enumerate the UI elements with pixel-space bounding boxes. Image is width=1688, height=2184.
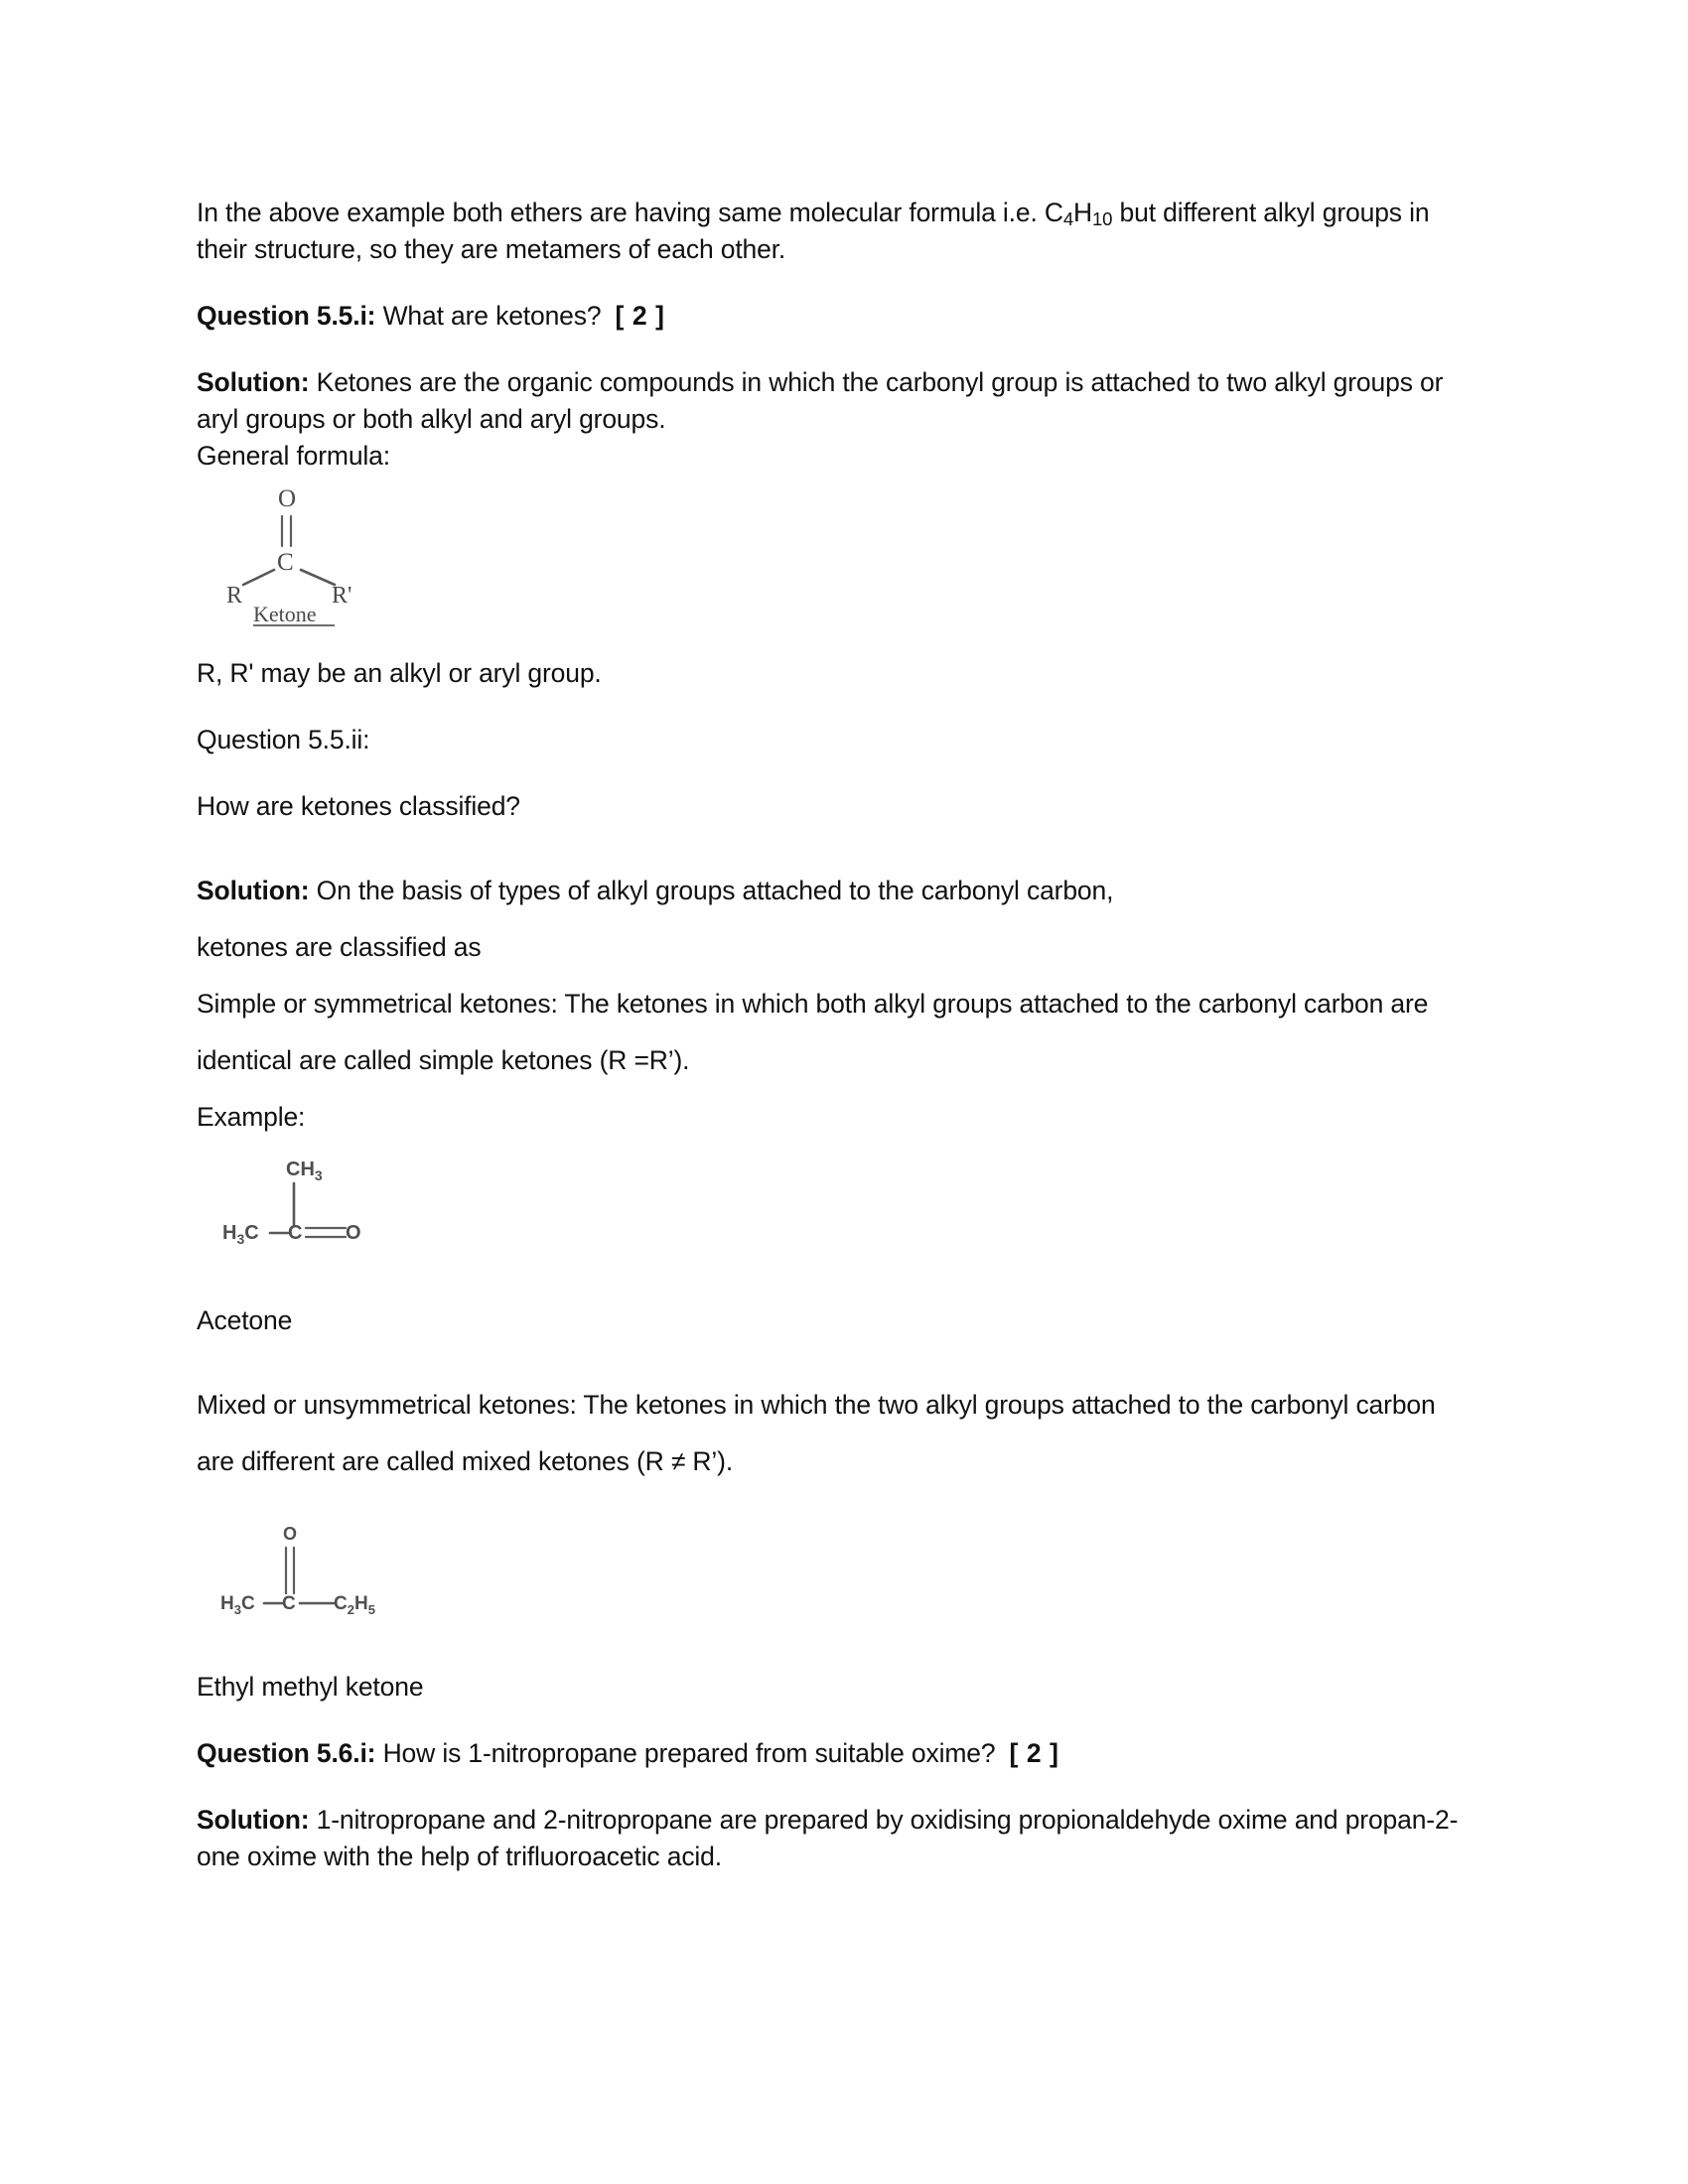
emk-caption: Ethyl methyl ketone	[197, 1672, 424, 1702]
ketone-structure-svg	[222, 484, 411, 626]
question-5-6-i-text: How is 1-nitropropane prepared from suitable oxime?	[382, 1738, 996, 1768]
solution-5-6-i-text: 1-nitropropane and 2-nitropropane are prepared by oxidising propionaldehyde oxime and propan-2-one oxime with the help of trifluoroacetic acid.	[197, 1805, 1459, 1871]
spacer	[197, 1257, 1464, 1302]
spacer	[197, 1631, 1464, 1669]
simple-ketones-paragraph: Simple or symmetrical ketones: The ketones in which both alkyl groups attached to the carbonyl carbon are identical are called simple ketones (R =R’).	[197, 989, 1429, 1075]
question-5-6-i-marks: [ 2 ]	[1009, 1738, 1059, 1768]
spacer	[197, 268, 1464, 298]
acetone-right-atom-label: O	[346, 1222, 361, 1244]
solution-5-5-ii-label: Solution:	[197, 876, 310, 905]
solution-5-5-i	[197, 364, 1464, 438]
solution-5-5-i-text: Ketones are the organic compounds in which the carbonyl group is attached to two alkyl groups or aryl groups or both alkyl and aryl groups.	[197, 367, 1444, 434]
solution-5-6-i-label: Solution:	[197, 1805, 310, 1835]
acetone-structure-svg	[220, 1154, 449, 1257]
question-5-5-i-text: What are ketones?	[382, 301, 602, 331]
solution-5-5-ii-line-2: ketones are classified as	[197, 932, 482, 962]
question-5-5-ii-text: How are ketones classified?	[197, 791, 520, 821]
emk-structure-svg	[220, 1522, 469, 1631]
acetone-caption: Acetone	[197, 1305, 293, 1335]
ketone-atom-o-label: O	[278, 485, 297, 512]
question-5-6-i-label: Question 5.6.i:	[197, 1738, 376, 1768]
intro-paragraph	[197, 195, 1464, 268]
acetone-top-group-label: $CH_3$	[286, 1159, 323, 1183]
emk-left-group-label: $H_3C$	[220, 1593, 255, 1617]
spacer	[197, 692, 1464, 722]
solution-5-5-ii-text-1: On the basis of types of alkyl groups attached to the carbonyl carbon,	[316, 876, 1114, 905]
question-5-6-i	[197, 1735, 1464, 1772]
subscript-4: 4	[1062, 208, 1074, 230]
emk-atom-o-label: O	[283, 1524, 298, 1544]
acetone-left-group-label: $H_3C$	[222, 1222, 259, 1247]
bond-to-r-right	[301, 570, 335, 585]
spacer	[197, 617, 1464, 655]
ketone-structure-figure	[222, 484, 411, 626]
acetone-center-atom-label: C	[288, 1222, 303, 1244]
spacer	[197, 1772, 1464, 1802]
ethyl-methyl-ketone-figure	[220, 1522, 469, 1631]
example-label-1: Example:	[197, 1102, 306, 1132]
ketone-group-left-label: R	[226, 583, 243, 609]
question-5-5-i-marks: [ 2 ]	[615, 301, 665, 331]
solution-5-5-ii-line-1	[197, 863, 1464, 919]
page-content	[197, 195, 1464, 1875]
spacer	[197, 1339, 1464, 1377]
question-5-5-i	[197, 298, 1464, 335]
intro-text-after: but different alkyl groups in their structure, so they are metamers of each other.	[197, 198, 1430, 264]
spacer	[197, 758, 1464, 788]
emk-right-group-label: $C_2H_5$	[334, 1593, 375, 1617]
general-formula-label: General formula:	[197, 441, 390, 471]
question-5-5-ii-label: Question 5.5.ii:	[197, 725, 370, 754]
spacer	[197, 825, 1464, 863]
bond-to-r-left	[243, 570, 274, 585]
spacer	[197, 335, 1464, 364]
solution-5-5-i-label: Solution:	[197, 367, 310, 397]
question-5-5-i-label: Question 5.5.i:	[197, 301, 376, 331]
solution-5-6-i	[197, 1802, 1464, 1875]
spacer	[197, 1706, 1464, 1735]
spacer	[197, 1490, 1464, 1512]
acetone-structure-figure	[220, 1154, 449, 1257]
intro-text-before: In the above example both ethers are having same molecular formula i.e. C	[197, 198, 1063, 227]
intro-h: H	[1073, 198, 1093, 227]
ketone-group-right-label: R'	[332, 583, 352, 609]
subscript-10: 10	[1092, 208, 1113, 230]
r-group-note: R, R' may be an alkyl or aryl group.	[197, 658, 602, 688]
emk-center-atom-label: C	[282, 1593, 296, 1614]
ketone-caption: Ketone	[253, 602, 317, 626]
mixed-ketones-paragraph: Mixed or unsymmetrical ketones: The ketones in which the two alkyl groups attached to the carbonyl carbon are different are called mixed ketones (R ≠ R’).	[197, 1390, 1436, 1476]
ketone-atom-c-label: C	[277, 549, 294, 576]
